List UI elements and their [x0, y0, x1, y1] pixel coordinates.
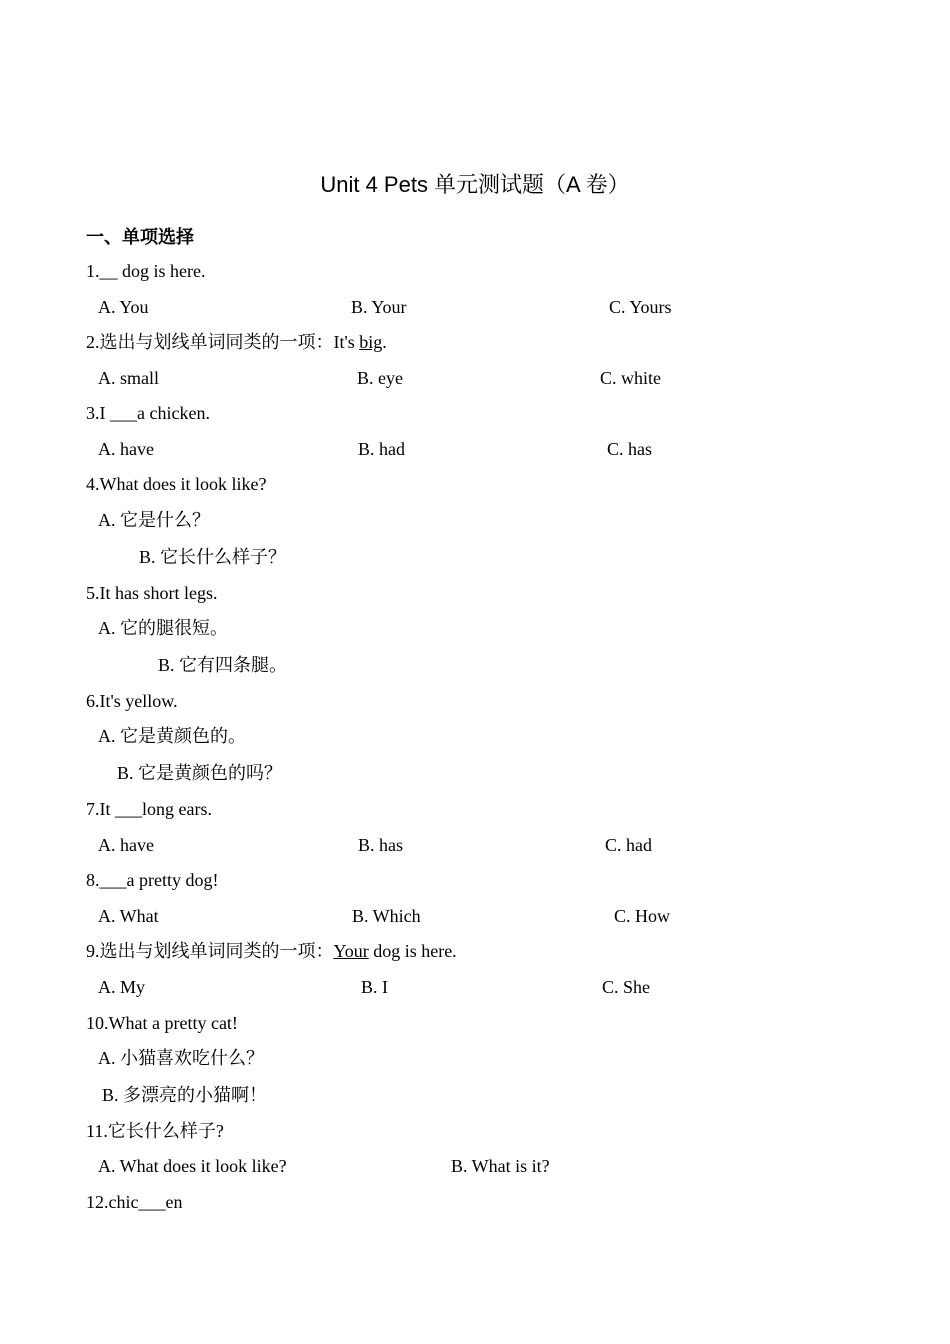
question-4-stem: 4.What does it look like?: [86, 474, 267, 494]
question-11-stem: 11.它长什么样子?: [86, 1121, 224, 1141]
question-6-stem: 6.It's yellow.: [86, 691, 178, 711]
question-11-option-b: B. What is it?: [451, 1156, 550, 1176]
page-title: Unit 4 Pets 单元测试题（A 卷）: [320, 172, 630, 197]
question-9-stem: [86, 939, 457, 963]
question-2-stem-post: .: [382, 332, 387, 352]
question-1-option-b: B. Your: [351, 297, 407, 317]
question-1-option-a: A. You: [98, 297, 149, 317]
question-9-option-b: B. I: [361, 977, 388, 997]
question-5-stem: 5.It has short legs.: [86, 583, 218, 603]
question-5-option-b: B. 它有四条腿。: [158, 655, 288, 675]
question-9-stem-post: dog is here.: [368, 941, 457, 961]
question-6-option-a: A. 它是黄颜色的。: [98, 726, 246, 746]
question-7-option-b: B. has: [358, 835, 403, 855]
question-3-option-a: A. have: [98, 439, 154, 459]
question-4-option-a: A. 它是什么？: [98, 510, 210, 530]
section-heading: 一、单项选择: [86, 227, 194, 247]
question-3-stem: 3.I ___a chicken.: [86, 403, 210, 423]
question-2-stem-pre: 2.选出与划线单词同类的一项：It's: [86, 332, 360, 352]
question-10-option-b: B. 多漂亮的小猫啊！: [102, 1085, 268, 1105]
question-4-option-b: B. 它长什么样子？: [139, 547, 287, 567]
question-9-option-a: A. My: [98, 977, 146, 997]
question-9-underlined-word: Your: [333, 941, 369, 961]
question-8-option-b: B. Which: [352, 906, 421, 926]
question-1-stem: 1.__ dog is here.: [86, 261, 206, 281]
question-10-stem: 10.What a pretty cat!: [86, 1013, 238, 1033]
question-1-option-c: C. Yours: [609, 297, 672, 317]
question-2-option-b: B. eye: [357, 368, 403, 388]
question-8-option-a: A. What: [98, 906, 159, 926]
question-3-option-c: C. has: [607, 439, 652, 459]
question-10-option-a: A. 小猫喜欢吃什么？: [98, 1048, 264, 1068]
question-9-option-c: C. She: [602, 977, 651, 997]
question-2-stem: [86, 330, 387, 354]
question-2-option-a: A. small: [98, 368, 159, 388]
question-9-stem-pre: 9.选出与划线单词同类的一项：: [86, 941, 334, 961]
question-7-stem: 7.It ___long ears.: [86, 799, 212, 819]
question-5-option-a: A. 它的腿很短。: [98, 618, 228, 638]
question-11-option-a: A. What does it look like?: [98, 1156, 287, 1176]
question-12-stem: 12.chic___en: [86, 1192, 183, 1212]
question-3-option-b: B. had: [358, 439, 405, 459]
question-8-option-c: C. How: [614, 906, 671, 926]
question-7-option-c: C. had: [605, 835, 652, 855]
question-2-underlined-word: big: [359, 332, 383, 352]
question-8-stem: 8.___a pretty dog!: [86, 870, 219, 890]
question-7-option-a: A. have: [98, 835, 154, 855]
question-2-option-c: C. white: [600, 368, 661, 388]
question-6-option-b: B. 它是黄颜色的吗？: [117, 763, 283, 783]
